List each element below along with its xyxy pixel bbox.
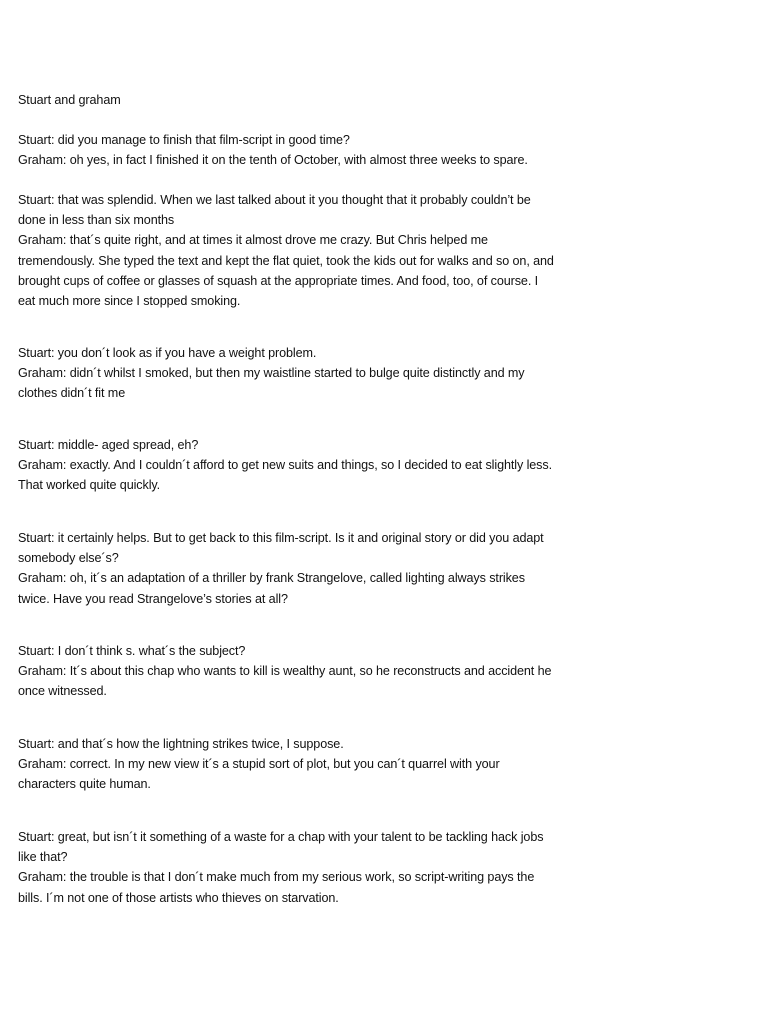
stuart-line: Stuart: that was splendid. When we last talked about it you thought that it probably couldn’t be done in less than six months bbox=[18, 193, 531, 228]
stuart-line: Stuart: great, but isn´t it something of a waste for a chap with your talent to be tackling hack jobs like that? bbox=[18, 830, 544, 865]
graham-line: Graham: oh yes, in fact I finished it on the tenth of October, with almost three weeks to spare. bbox=[18, 153, 528, 168]
graham-line: Graham: exactly. And I couldn´t afford to get new suits and things, so I decided to eat slightly less. That worked quite quickly. bbox=[18, 458, 552, 493]
graham-line: Graham: oh, it´s an adaptation of a thriller by frank Strangelove, called lighting always strikes twice. Have you read Strangelove’s stories at all? bbox=[18, 571, 525, 606]
graham-line: Graham: didn´t whilst I smoked, but then my waistline started to bulge quite distinctly and my clothes didn´t fit me bbox=[18, 366, 525, 401]
document-title: Stuart and graham bbox=[18, 93, 121, 107]
dialogue-block-5 bbox=[18, 528, 558, 609]
dialogue-block-8 bbox=[18, 827, 558, 908]
stuart-line: Stuart: and that´s how the lightning strikes twice, I suppose. bbox=[18, 737, 344, 751]
graham-line: Graham: that´s quite right, and at times it almost drove me crazy. But Chris helped me tremendously. She typed the text and kept the flat quiet, took the kids out for walks and so on, and brought cups of coffee or glasses of squash at the appropriate times. And food, too, of course. I eat much more since I stopped smoking. bbox=[18, 233, 554, 309]
dialogue-block-4 bbox=[18, 435, 558, 496]
graham-line: Graham: It´s about this chap who wants to kill is wealthy aunt, so he reconstructs and accident he once witnessed. bbox=[18, 664, 552, 699]
graham-line: Graham: correct. In my new view it´s a stupid sort of plot, but you can´t quarrel with your characters quite human. bbox=[18, 757, 500, 792]
stuart-line: Stuart: middle- aged spread, eh? bbox=[18, 438, 199, 452]
graham-line: Graham: the trouble is that I don´t make much from my serious work, so script-writing pays the bills. I´m not one of those artists who thieves on starvation. bbox=[18, 870, 535, 905]
dialogue-block-2 bbox=[18, 190, 558, 311]
stuart-line: Stuart: did you manage to finish that film-script in good time? bbox=[18, 133, 350, 147]
dialogue-block-3 bbox=[18, 343, 558, 404]
stuart-line: Stuart: I don´t think s. what´s the subject? bbox=[18, 644, 246, 658]
stuart-line: Stuart: you don´t look as if you have a weight problem. bbox=[18, 346, 317, 360]
stuart-line: Stuart: it certainly helps. But to get back to this film-script. Is it and original story or did you adapt somebody else´s? bbox=[18, 531, 544, 566]
dialogue-block-6 bbox=[18, 641, 558, 702]
dialogue-block-7 bbox=[18, 734, 558, 795]
dialogue-block-1 bbox=[18, 130, 558, 170]
